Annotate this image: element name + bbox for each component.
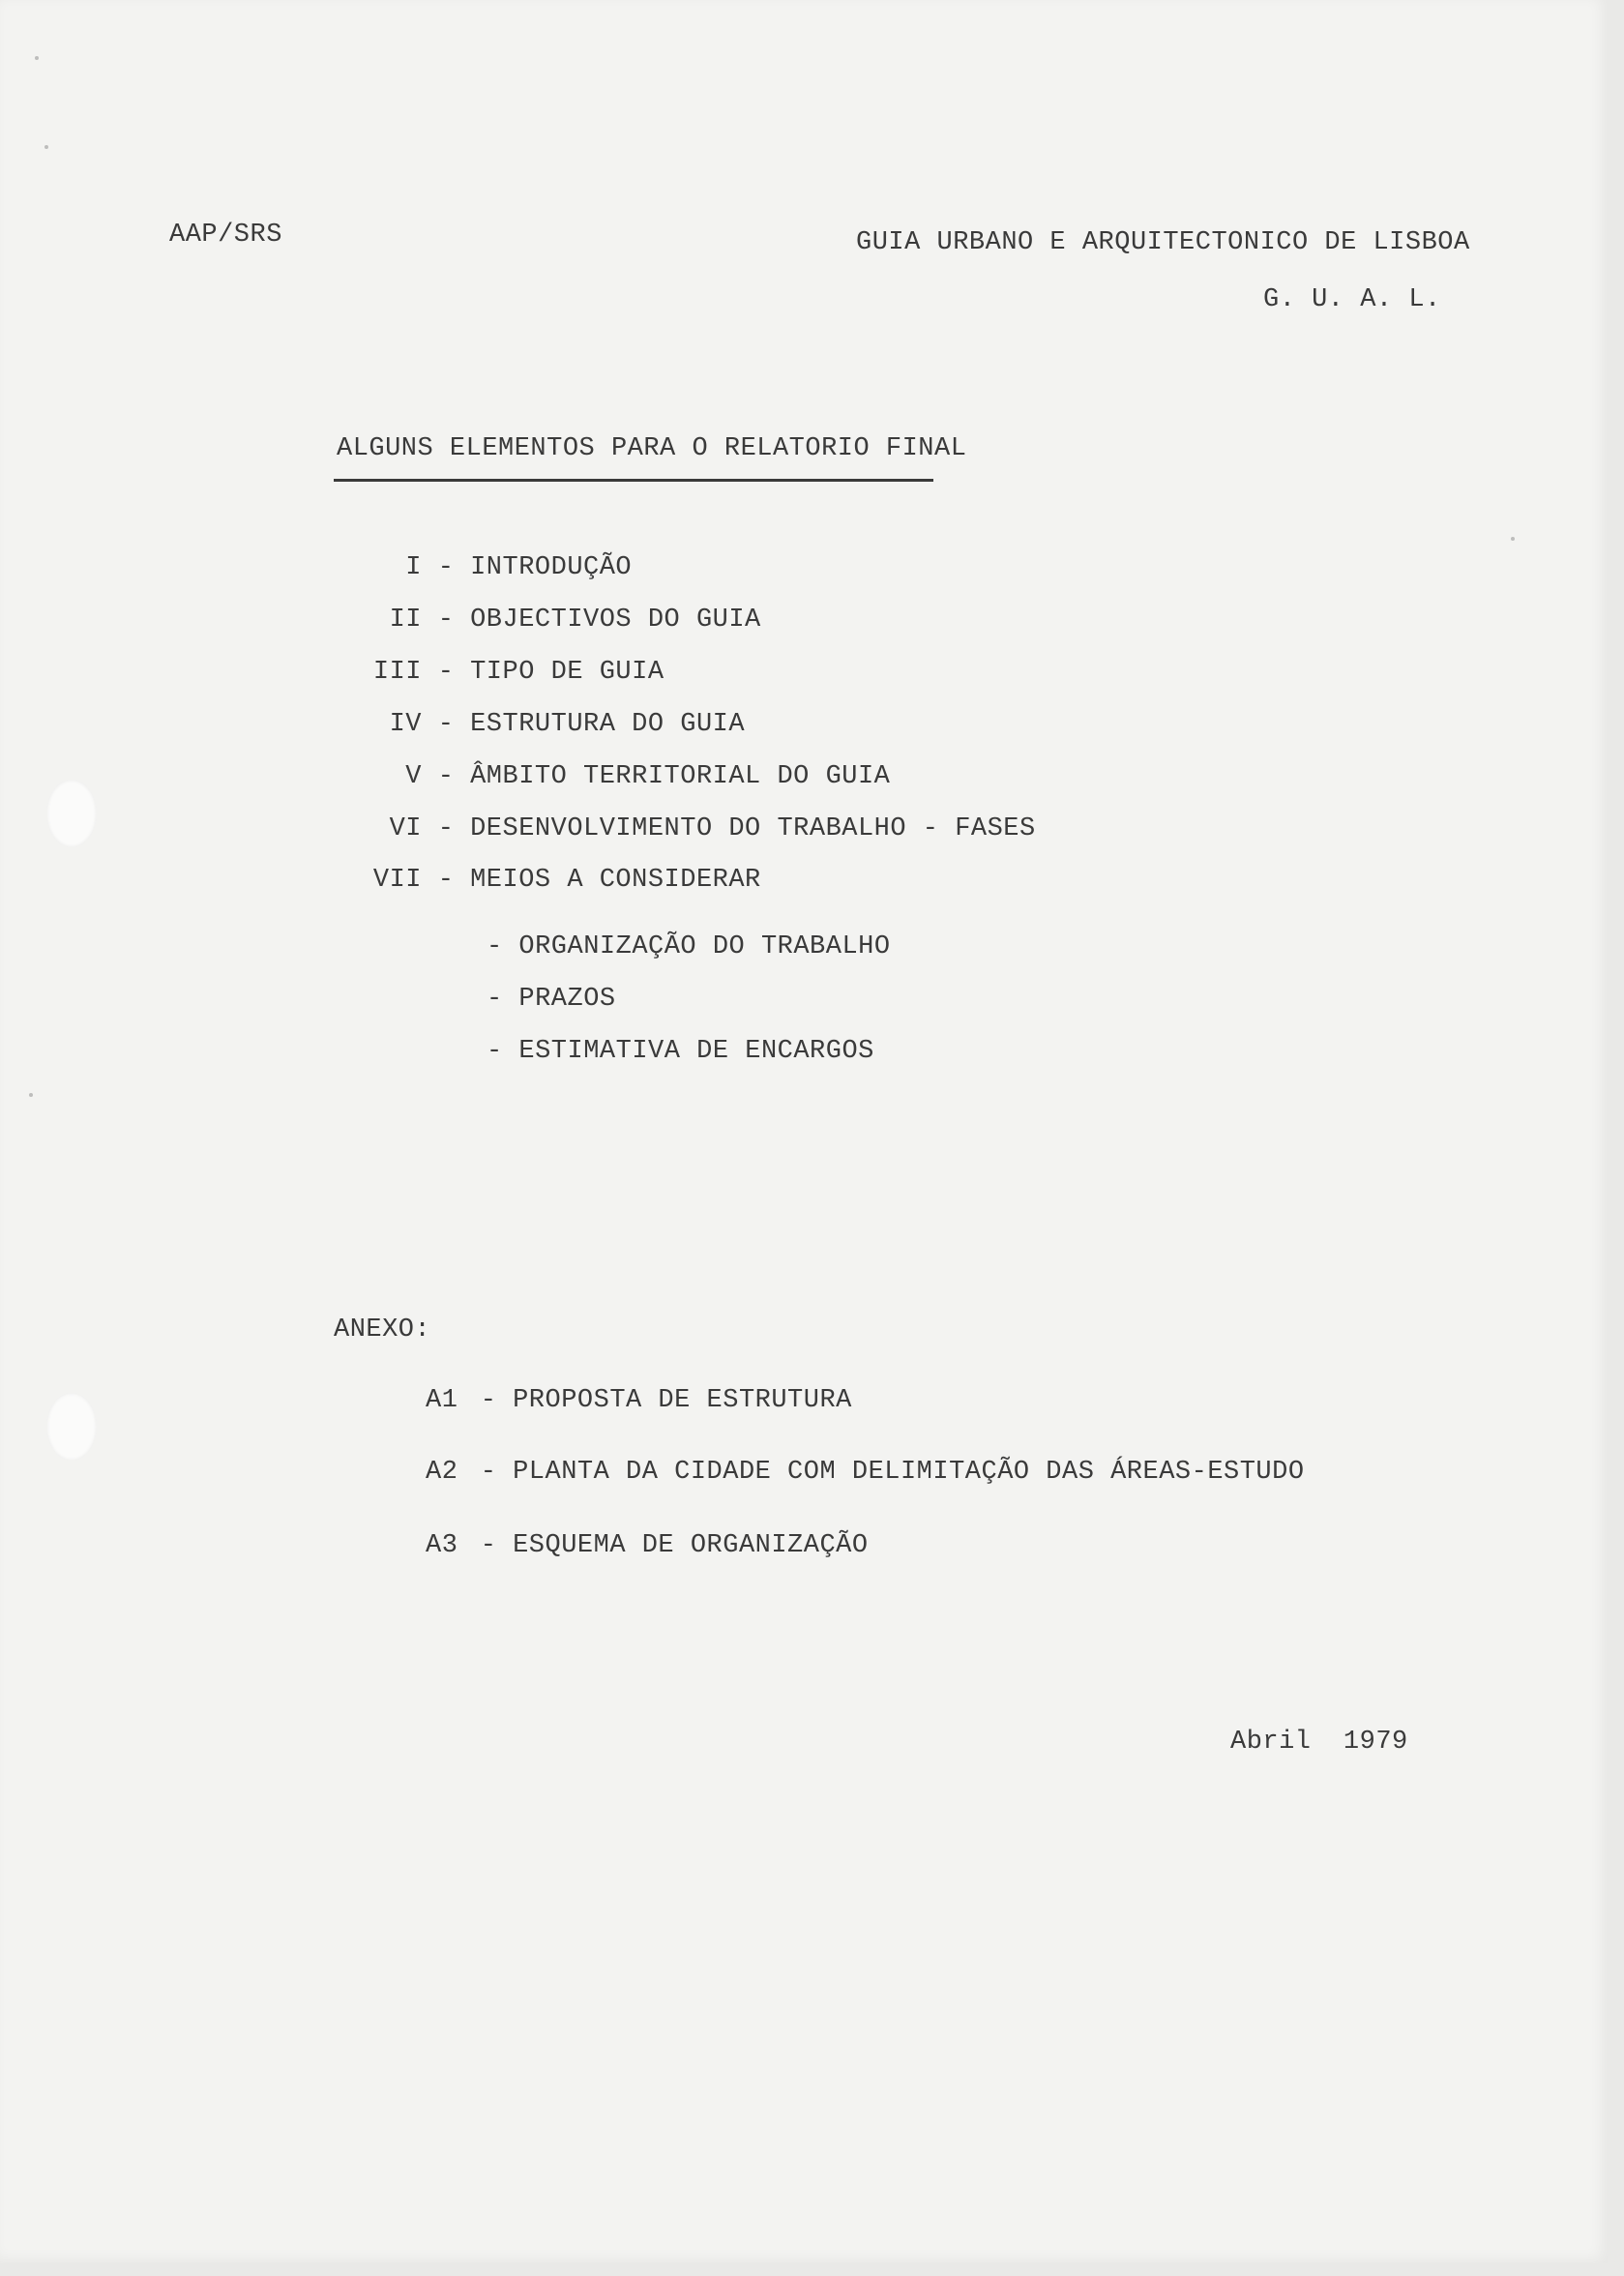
annex-number: A1 [426,1386,458,1415]
annex-item [426,1531,869,1560]
punch-hole-upper [46,780,97,847]
annex-item [426,1458,1305,1487]
item-title: ÂMBITO TERRITORIAL DO GUIA [470,762,891,791]
item-title: OBJECTIVOS DO GUIA [470,606,761,635]
document-reference: AAP/SRS [169,221,282,250]
paper-speck [35,56,39,60]
item-number: V [405,762,422,791]
item-title: DESENVOLVIMENTO DO TRABALHO - FASES [470,814,1036,843]
paper-speck [29,1093,33,1097]
item-title: TIPO DE GUIA [470,658,664,687]
item-number: VI [389,814,422,843]
annex-label: ANEXO: [334,1315,431,1345]
contents-item [325,710,745,739]
item-number: VII [372,866,422,895]
contents-item [325,553,632,582]
sub-item: - ESTIMATIVA DE ENCARGOS [487,1037,874,1066]
item-separator: - [437,658,455,687]
item-number: III [372,658,422,687]
paper-speck [44,145,48,149]
annex-item [426,1386,852,1415]
sub-item: - PRAZOS [487,985,616,1014]
item-title: INTRODUÇÃO [470,553,633,582]
document-acronym: G. U. A. L. [1263,285,1441,314]
sub-item: - ORGANIZAÇÃO DO TRABALHO [487,932,891,961]
contents-item [325,814,1036,843]
annex-title: PROPOSTA DE ESTRUTURA [513,1386,852,1415]
item-separator: - [437,710,455,739]
item-separator: - [437,553,455,582]
item-number: IV [389,710,422,739]
annex-number: A2 [426,1458,458,1487]
item-title: MEIOS A CONSIDERAR [470,866,761,895]
item-separator: - [437,606,455,635]
report-heading: ALGUNS ELEMENTOS PARA O RELATORIO FINAL [337,434,967,463]
annex-number: A3 [426,1531,458,1560]
item-separator: - [437,866,455,895]
contents-item [325,658,664,687]
item-title: ESTRUTURA DO GUIA [470,710,746,739]
item-number: II [389,606,422,635]
item-number: I [405,553,422,582]
document-date: Abril 1979 [1230,1728,1408,1757]
annex-title: ESQUEMA DE ORGANIZAÇÃO [513,1531,869,1560]
contents-item [325,866,761,895]
contents-item [325,762,890,791]
paper-speck [1511,537,1515,541]
punch-hole-lower [46,1393,97,1461]
item-separator: - [437,814,455,843]
item-separator: - [437,762,455,791]
heading-underline [334,479,933,482]
contents-item [325,606,761,635]
annex-title: PLANTA DA CIDADE COM DELIMITAÇÃO DAS ÁREAS-ESTUDO [513,1458,1305,1487]
item-separator: - [480,1458,497,1487]
item-separator: - [480,1531,497,1560]
item-separator: - [480,1386,497,1415]
document-title: GUIA URBANO E ARQUITECTONICO DE LISBOA [856,228,1470,257]
